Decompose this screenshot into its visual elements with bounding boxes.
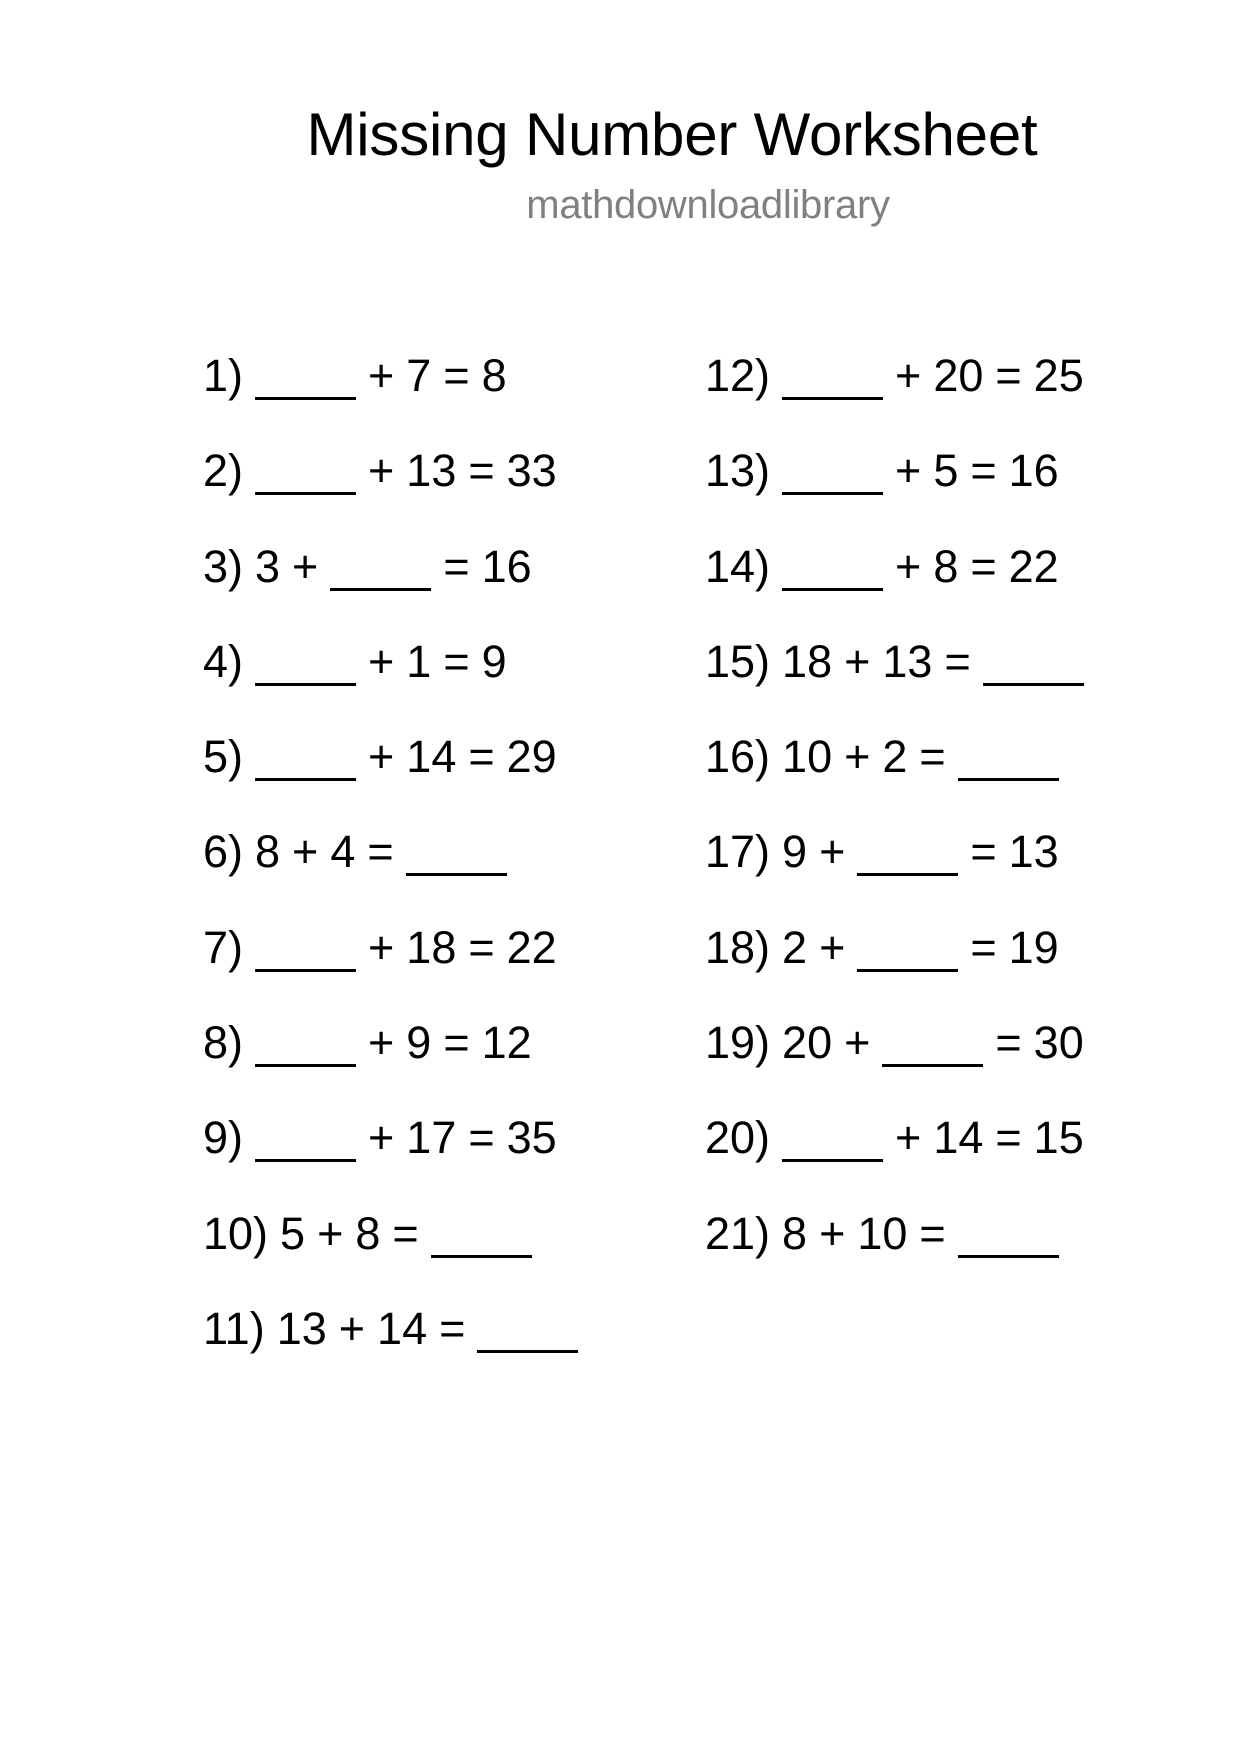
plus-operator: + — [368, 350, 395, 401]
operand: 30 — [1033, 1017, 1084, 1069]
operand: 19 — [1008, 921, 1059, 973]
plus-operator: + — [368, 635, 395, 687]
plus-operator: + — [819, 826, 846, 878]
answer-blank-slot[interactable] — [255, 636, 356, 688]
answer-blank-slot[interactable] — [431, 1208, 532, 1260]
plus-operator: + — [844, 731, 871, 783]
operand: 29 — [506, 731, 557, 783]
plus-operator: + — [844, 1017, 871, 1069]
answer-blank-slot[interactable] — [255, 1112, 356, 1164]
operand: 8 — [933, 540, 959, 592]
operand: 22 — [506, 921, 557, 973]
answer-blank[interactable] — [330, 588, 431, 591]
problem-number: 12) — [705, 350, 771, 401]
answer-blank-slot[interactable] — [857, 826, 958, 878]
answer-blank-slot[interactable] — [782, 350, 883, 402]
answer-blank[interactable] — [782, 492, 883, 495]
answer-blank[interactable] — [983, 683, 1084, 686]
answer-blank-slot[interactable] — [857, 922, 958, 974]
answer-blank[interactable] — [857, 969, 958, 972]
problem-item — [705, 1017, 1084, 1112]
operand: 4 — [330, 826, 356, 878]
operand: 14 — [933, 1112, 984, 1164]
operand: 5 — [280, 1207, 306, 1259]
answer-blank-slot[interactable] — [782, 1112, 883, 1164]
operand: 14 — [377, 1302, 428, 1354]
equals-sign: = — [443, 635, 470, 687]
problem-number: 6) — [203, 826, 244, 878]
answer-blank[interactable] — [782, 1159, 883, 1162]
problem-item — [705, 1208, 1084, 1303]
equals-sign: = — [944, 635, 971, 687]
answer-blank[interactable] — [255, 397, 356, 400]
operand: 5 — [933, 445, 959, 497]
problem-item — [203, 1303, 578, 1398]
answer-blank-slot[interactable] — [477, 1303, 578, 1355]
problem-item — [705, 350, 1084, 445]
problem-number: 10) — [203, 1207, 269, 1259]
operand: 12 — [481, 1017, 532, 1069]
operand: 20 — [933, 350, 984, 401]
equals-sign: = — [439, 1302, 466, 1354]
plus-operator: + — [368, 445, 395, 497]
problem-item — [705, 922, 1084, 1017]
problem-number: 14) — [705, 540, 771, 592]
problem-item — [705, 1112, 1084, 1207]
answer-blank-slot[interactable] — [882, 1017, 983, 1069]
operand: 14 — [406, 731, 457, 783]
operand: 25 — [1033, 350, 1084, 401]
operand: 9 — [782, 826, 808, 878]
equals-sign: = — [468, 731, 495, 783]
problem-number: 2) — [203, 445, 244, 497]
answer-blank-slot[interactable] — [406, 826, 507, 878]
problem-number: 7) — [203, 921, 244, 973]
plus-operator: + — [844, 635, 871, 687]
operand: 16 — [481, 540, 532, 592]
operand: 9 — [481, 635, 507, 687]
problem-number: 21) — [705, 1207, 771, 1259]
answer-blank-slot[interactable] — [255, 922, 356, 974]
answer-blank-slot[interactable] — [782, 445, 883, 497]
operand: 2 — [782, 921, 808, 973]
problem-number: 9) — [203, 1112, 244, 1164]
operand: 8 — [782, 1207, 808, 1259]
equals-sign: = — [995, 1112, 1022, 1164]
equals-sign: = — [468, 1112, 495, 1164]
operand: 8 — [255, 826, 281, 878]
problems-column-right — [705, 350, 1084, 1303]
operand: 13 — [406, 445, 457, 497]
operand: 22 — [1008, 540, 1059, 592]
plus-operator: + — [819, 921, 846, 973]
operand: 18 — [406, 921, 457, 973]
answer-blank-slot[interactable] — [255, 1017, 356, 1069]
problem-item — [705, 636, 1084, 731]
operand: 9 — [406, 1017, 432, 1069]
operand: 13 — [1008, 826, 1059, 878]
problem-item — [705, 731, 1084, 826]
problem-item — [203, 1208, 578, 1303]
equals-sign: = — [919, 1207, 946, 1259]
equals-sign: = — [995, 1017, 1022, 1069]
equals-sign: = — [970, 921, 997, 973]
problem-number: 1) — [203, 350, 244, 401]
plus-operator: + — [895, 540, 922, 592]
problem-number: 15) — [705, 635, 771, 687]
answer-blank-slot[interactable] — [330, 541, 431, 593]
answer-blank-slot[interactable] — [983, 636, 1084, 688]
answer-blank[interactable] — [255, 1064, 356, 1067]
equals-sign: = — [995, 350, 1022, 401]
plus-operator: + — [317, 1207, 344, 1259]
operand: 13 — [882, 635, 933, 687]
equals-sign: = — [919, 731, 946, 783]
answer-blank[interactable] — [255, 492, 356, 495]
operand: 1 — [406, 635, 432, 687]
answer-blank-slot[interactable] — [255, 445, 356, 497]
answer-blank[interactable] — [958, 778, 1059, 781]
operand: 10 — [782, 731, 833, 783]
problem-number: 5) — [203, 731, 244, 783]
answer-blank[interactable] — [255, 1159, 356, 1162]
equals-sign: = — [468, 921, 495, 973]
problem-number: 8) — [203, 1017, 244, 1069]
problem-number: 19) — [705, 1017, 771, 1069]
operand: 35 — [506, 1112, 557, 1164]
operand: 8 — [355, 1207, 381, 1259]
answer-blank[interactable] — [477, 1350, 578, 1353]
equals-sign: = — [970, 445, 997, 497]
operand: 3 — [255, 540, 281, 592]
plus-operator: + — [819, 1207, 846, 1259]
operand: 20 — [782, 1017, 833, 1069]
problems-column-left — [203, 350, 578, 1398]
answer-blank[interactable] — [857, 873, 958, 876]
problem-number: 13) — [705, 445, 771, 497]
problem-item — [203, 350, 578, 445]
plus-operator: + — [895, 1112, 922, 1164]
plus-operator: + — [368, 921, 395, 973]
answer-blank-slot[interactable] — [958, 1208, 1059, 1260]
problem-number: 16) — [705, 731, 771, 783]
equals-sign: = — [443, 1017, 470, 1069]
answer-blank-slot[interactable] — [255, 350, 356, 402]
problem-number: 18) — [705, 921, 771, 973]
answer-blank[interactable] — [406, 873, 507, 876]
problem-number: 11) — [203, 1302, 265, 1354]
answer-blank-slot[interactable] — [782, 541, 883, 593]
problem-item — [203, 1112, 578, 1207]
equals-sign: = — [970, 540, 997, 592]
operand: 18 — [782, 635, 833, 687]
worksheet-title: Missing Number Worksheet — [306, 101, 1038, 168]
answer-blank[interactable] — [782, 588, 883, 591]
equals-sign: = — [468, 445, 495, 497]
problem-number: 4) — [203, 635, 244, 687]
answer-blank-slot[interactable] — [255, 731, 356, 783]
operand: 15 — [1033, 1112, 1084, 1164]
problem-number: 20) — [705, 1112, 771, 1164]
plus-operator: + — [895, 445, 922, 497]
problem-item — [705, 541, 1084, 636]
problem-item — [203, 826, 578, 921]
problem-item — [203, 541, 578, 636]
answer-blank[interactable] — [882, 1064, 983, 1067]
answer-blank[interactable] — [255, 778, 356, 781]
operand: 17 — [406, 1112, 457, 1164]
problem-number: 3) — [203, 540, 244, 592]
plus-operator: + — [368, 1017, 395, 1069]
problem-item — [203, 1017, 578, 1112]
plus-operator: + — [338, 1302, 366, 1354]
answer-blank-slot[interactable] — [958, 731, 1059, 783]
problem-item — [705, 826, 1084, 921]
answer-blank[interactable] — [255, 969, 356, 972]
operand: 2 — [882, 731, 908, 783]
problem-item — [203, 731, 578, 826]
plus-operator: + — [292, 826, 319, 878]
answer-blank[interactable] — [782, 397, 883, 400]
plus-operator: + — [895, 350, 922, 401]
answer-blank[interactable] — [431, 1255, 532, 1258]
problem-item — [203, 636, 578, 731]
equals-sign: = — [443, 540, 470, 592]
worksheet-subtitle: mathdownloadlibrary — [526, 183, 890, 227]
plus-operator: + — [368, 731, 395, 783]
operand: 13 — [276, 1302, 327, 1354]
operand: 7 — [406, 350, 432, 401]
equals-sign: = — [392, 1207, 419, 1259]
operand: 10 — [857, 1207, 908, 1259]
problem-item — [705, 445, 1084, 540]
operand: 33 — [506, 445, 557, 497]
equals-sign: = — [970, 826, 997, 878]
equals-sign: = — [443, 350, 470, 401]
plus-operator: + — [292, 540, 319, 592]
problem-item — [203, 922, 578, 1017]
answer-blank[interactable] — [255, 683, 356, 686]
operand: 16 — [1008, 445, 1059, 497]
problem-number: 17) — [705, 826, 771, 878]
operand: 8 — [481, 350, 507, 401]
problem-item — [203, 445, 578, 540]
answer-blank[interactable] — [958, 1255, 1059, 1258]
equals-sign: = — [367, 826, 394, 878]
plus-operator: + — [368, 1112, 395, 1164]
